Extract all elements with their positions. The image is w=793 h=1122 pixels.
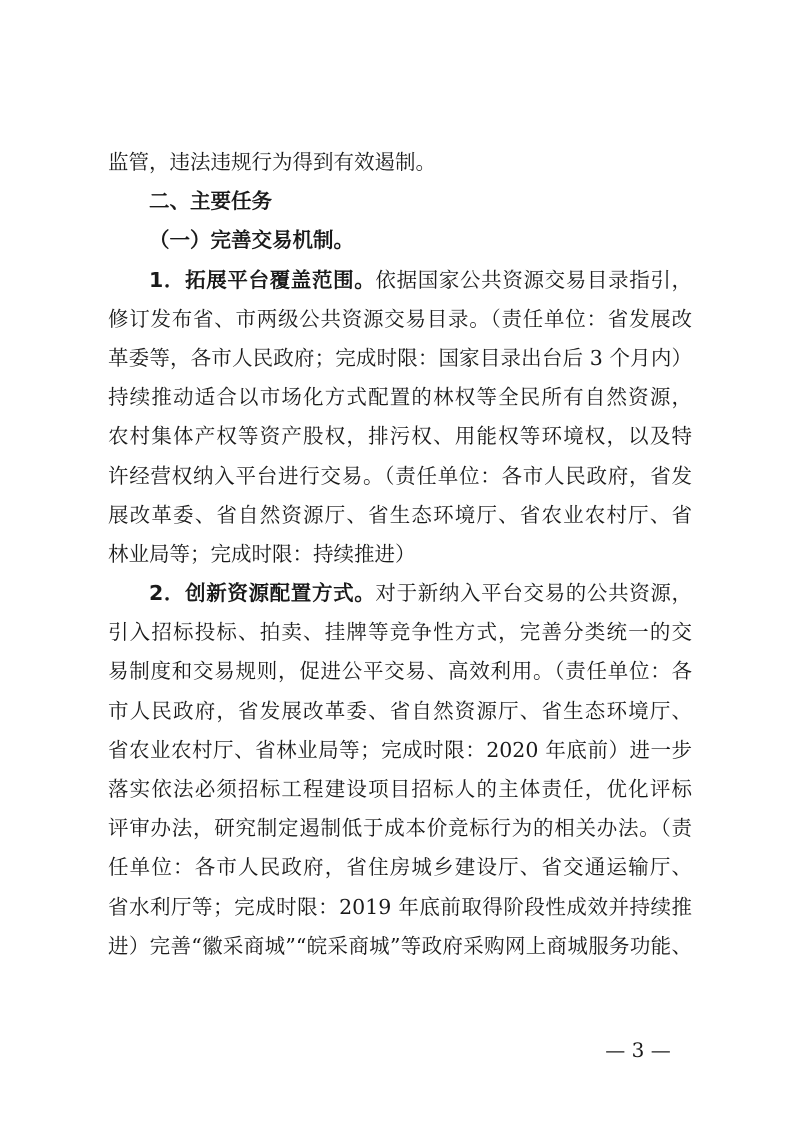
text-line: 评审办法，研究制定遏制低于成本价竞标行为的相关办法。（责 [108,816,692,841]
section-heading: 二、主要任务 [149,189,272,214]
text-line: 许经营权纳入平台进行交易。（责任单位：各市人民政府，省发 [108,463,692,488]
text-line: 市人民政府，省发展改革委、省自然资源厅、省生态环境厅、 [108,698,692,723]
item-heading: 1．拓展平台覆盖范围。 [149,267,376,292]
text-line: 任单位：各市人民政府，省住房城乡建设厅、省交通运输厅、 [108,855,692,880]
text-line: 展改革委、省自然资源厅、省生态环境厅、省农业农村厅、省 [108,502,692,527]
text-line: 监管，违法违规行为得到有效遏制。 [108,150,436,174]
text-line: 省农业农村厅、省林业局等；完成时限：2020 年底前）进一步 [108,737,692,762]
text-line: 易制度和交易规则，促进公平交易、高效利用。（责任单位：各 [108,659,692,684]
text-line: 引入招标投标、拍卖、挂牌等竞争性方式，完善分类统一的交 [108,620,692,645]
item-text: 对于新纳入平台交易的公共资源， [375,581,693,606]
text-line: 持续推动适合以市场化方式配置的林权等全民所有自然资源， [108,385,692,410]
text-line: 进）完善“徽采商城”“皖采商城”等政府采购网上商城服务功能、 [108,933,692,958]
text-line: 林业局等；完成时限：持续推进） [108,541,416,566]
text-line: 革委等，各市人民政府；完成时限：国家目录出台后 3 个月内） [108,345,692,370]
body-text [108,143,692,966]
text-line [108,574,692,613]
subsection-heading: （一）完善交易机制。 [149,228,354,253]
text-line [108,261,692,300]
text-line: 省水利厅等；完成时限：2019 年底前取得阶段性成效并持续推 [108,894,692,919]
text-line: 修订发布省、市两级公共资源交易目录。（责任单位：省发展改 [108,306,692,331]
page-number: — 3 — [605,1038,671,1062]
item-text: 依据国家公共资源交易目录指引， [375,267,693,292]
text-line: 落实依法必须招标工程建设项目招标人的主体责任，优化评标 [108,777,692,801]
item-heading: 2．创新资源配置方式。 [149,581,376,606]
text-line: 农村集体产权等资产股权，排污权、用能权等环境权，以及特 [108,424,692,449]
